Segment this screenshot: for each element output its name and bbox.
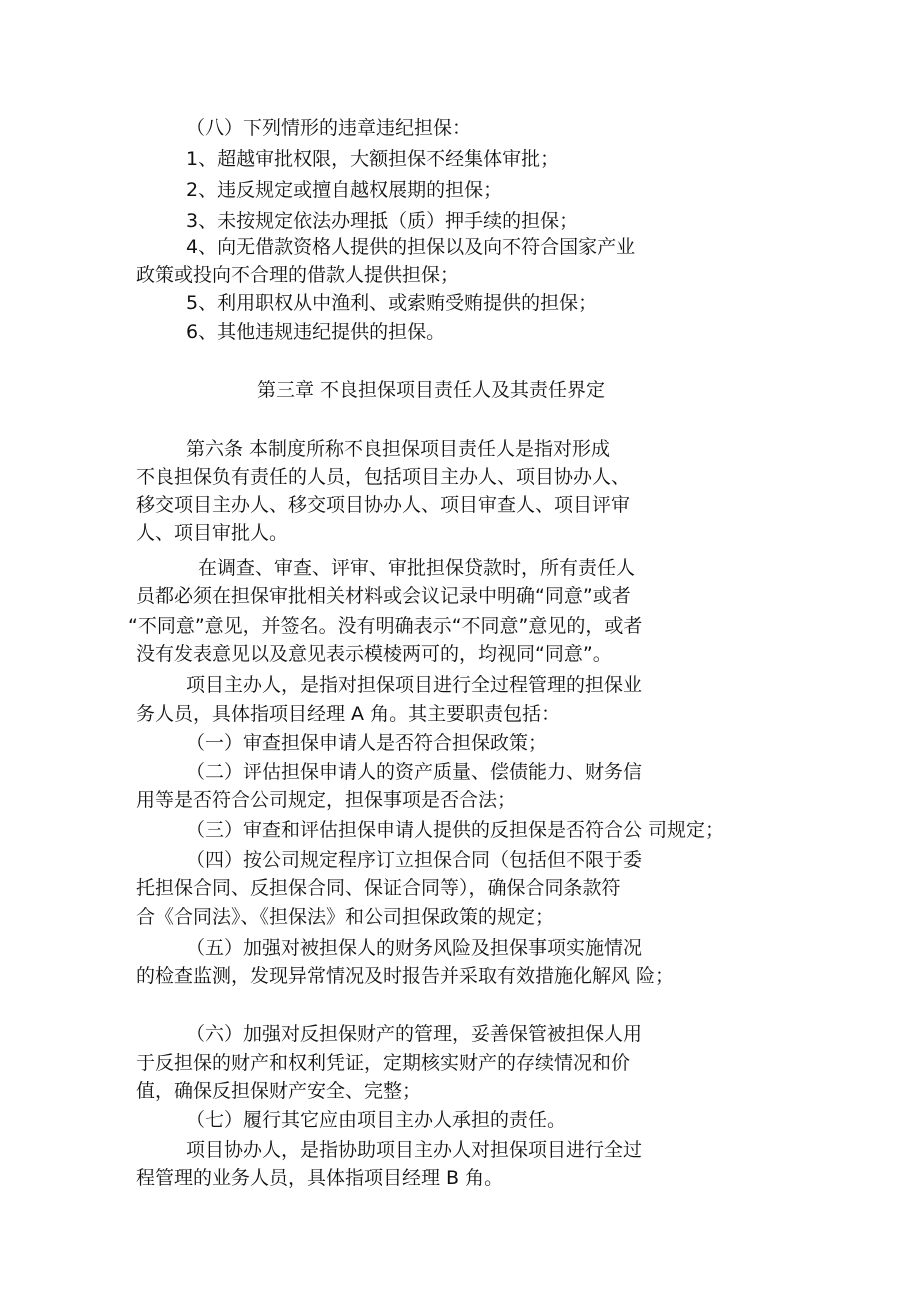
list-item: （七）履行其它应由项目主办人承担的责任。 [186,1109,567,1131]
list-item: 3、未按规定依法办理抵（质）押手续的担保； [186,210,579,232]
list-item: 2、违反规定或擅自越权展期的担保； [186,179,503,201]
paragraph-line: 项目协办人，是指协助项目主办人对担保项目进行全过 [186,1139,643,1161]
list-item-continued: 合《合同法》、《担保法》和公司担保政策的规定； [136,906,555,928]
section-heading: （八）下列情形的违章违纪担保： [186,117,472,139]
paragraph-line: 移交项目主办人、移交项目协办人、项目审查人、项目评审 [136,494,631,516]
list-item-continued: 用等是否符合公司规定，担保事项是否合法； [136,789,517,811]
list-item-continued: 政策或投向不合理的借款人提供担保； [136,264,460,286]
paragraph-line: 务人员，具体指项目经理 A 角。其主要职责包括： [136,703,561,725]
paragraph-line: 第六条 本制度所称不良担保项目责任人是指对形成 [186,438,611,460]
list-item-continued: 的检查监测，发现异常情况及时报告并采取有效措施化解风 险； [136,965,675,987]
list-item: 4、向无借款资格人提供的担保以及向不符合国家产业 [186,236,636,258]
list-item: 1、超越审批权限，大额担保不经集体审批； [186,148,560,170]
paragraph-line: 在调查、审查、评审、审批担保贷款时，所有责任人 [198,557,636,579]
list-item: （一）审查担保申请人是否符合担保政策； [186,732,548,754]
paragraph-line: 员都必须在担保审批相关材料或会议记录中明确“同意”或者 [136,585,631,607]
list-item: （二）评估担保申请人的资产质量、偿债能力、财务信 [186,761,643,783]
list-item: （四）按公司规定程序订立担保合同（包括但不限于委 [186,849,643,871]
list-item-continued: 于反担保的财产和权利凭证，定期核实财产的存续情况和价 [136,1052,631,1074]
paragraph-line: 项目主办人，是指对担保项目进行全过程管理的担保业 [186,674,643,696]
paragraph-line: 人、项目审批人。 [136,522,289,544]
paragraph-line: “不同意”意见，并签名。没有明确表示“不同意”意见的，或者 [128,615,643,637]
chapter-title: 第三章 不良担保项目责任人及其责任界定 [257,379,606,401]
paragraph-line: 不良担保负有责任的人员，包括项目主办人、项目协办人、 [136,466,631,488]
list-item: 5、利用职权从中渔利、或索贿受贿提供的担保； [186,292,598,314]
list-item: （五）加强对被担保人的财务风险及担保事项实施情况 [186,937,643,959]
paragraph-line: 没有发表意见以及意见表示模棱两可的，均视同“同意”。 [136,643,612,665]
paragraph-line: 程管理的业务人员，具体指项目经理 B 角。 [136,1167,504,1189]
list-item: （三）审查和评估担保申请人提供的反担保是否符合公 司规定； [186,819,725,841]
list-item: 6、其他违规违纪提供的担保。 [186,321,446,343]
list-item: （六）加强对反担保财产的管理，妥善保管被担保人用 [186,1023,643,1045]
list-item-continued: 托担保合同、反担保合同、保证合同等），确保合同条款符 [136,877,621,899]
list-item-continued: 值，确保反担保财产安全、完整； [136,1080,422,1102]
